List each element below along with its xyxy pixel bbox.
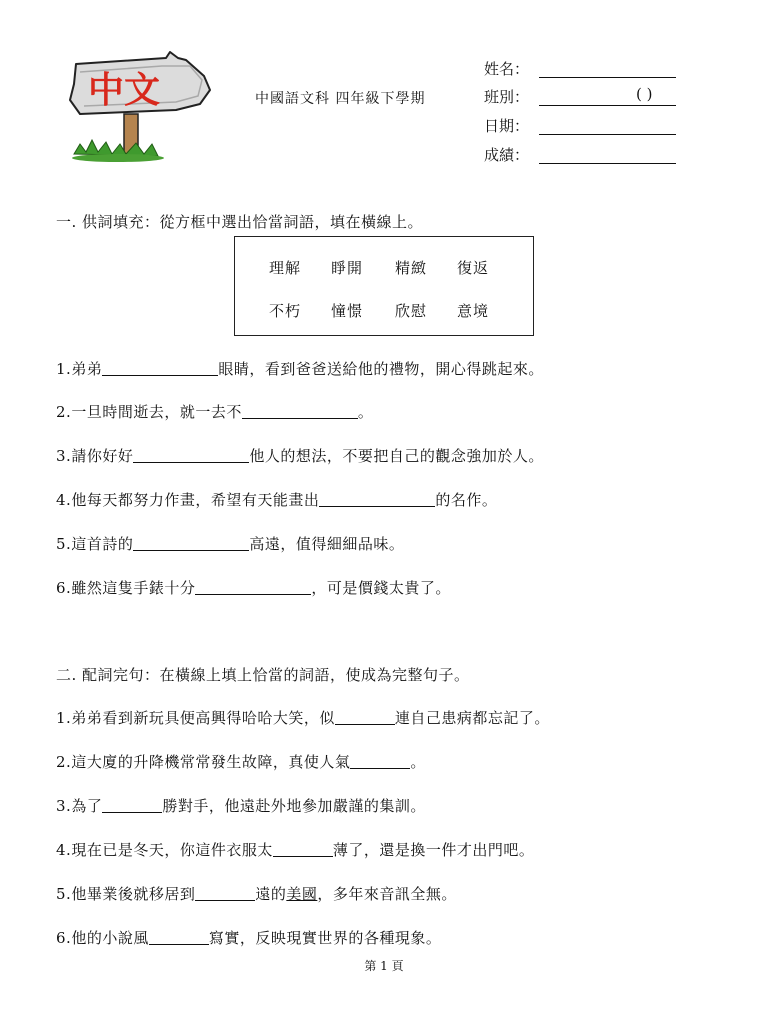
question-text: 他的小說風	[71, 929, 149, 947]
question-text: 一旦時間逝去，就一去不	[71, 403, 242, 421]
word-bank-item: 憧憬	[331, 302, 364, 320]
date-field[interactable]	[484, 115, 536, 137]
answer-blank[interactable]	[350, 754, 410, 769]
chinese-signpost-logo	[66, 44, 222, 166]
course-title: 中國語文科 四年級下學期	[255, 91, 426, 107]
question-text: 高遠，值得細細品味。	[249, 535, 405, 553]
question-text: 這首詩的	[71, 535, 134, 553]
s2-question-1	[56, 707, 550, 728]
date-blank-line[interactable]	[539, 134, 676, 135]
question-number: 4.	[56, 841, 72, 859]
question-number: 4.	[56, 491, 72, 509]
name-label: 姓名：	[484, 60, 530, 78]
answer-blank[interactable]	[133, 448, 249, 463]
class-field[interactable]	[484, 85, 653, 108]
class-label: 班別：	[484, 88, 530, 106]
question-text: 他每天都努力作畫，希望有天能畫出	[71, 491, 320, 509]
question-number: 2.	[56, 753, 72, 771]
question-text: 連自己患病都忘記了。	[394, 709, 550, 727]
question-text: 的名作。	[435, 491, 498, 509]
name-field[interactable]	[484, 58, 536, 80]
answer-blank[interactable]	[319, 492, 435, 507]
question-text: 。	[410, 753, 426, 771]
question-text: 遠的	[255, 885, 287, 903]
s2-question-4	[56, 839, 534, 860]
answer-blank[interactable]	[273, 842, 333, 857]
word-bank-item: 欣慰	[395, 302, 428, 320]
answer-blank[interactable]	[195, 580, 311, 595]
question-text: 眼睛，看到爸爸送給他的禮物，開心得跳起來。	[218, 360, 544, 378]
question-number: 3.	[56, 447, 72, 465]
answer-blank[interactable]	[133, 536, 249, 551]
section2-title: 二. 配詞完句：在橫線上填上恰當的詞語，使成為完整句子。	[56, 666, 470, 684]
score-blank-line[interactable]	[539, 163, 676, 164]
question-number: 2.	[56, 403, 72, 421]
class-number-parens: ( )	[636, 85, 653, 103]
signpost-icon	[66, 44, 222, 166]
page-number: 第 1 頁	[364, 959, 404, 973]
question-number: 6.	[56, 929, 72, 947]
svg-text:中文: 中文	[88, 70, 161, 111]
question-number: 6.	[56, 579, 72, 597]
s2-question-6	[56, 927, 441, 948]
question-text: 他人的想法，不要把自己的觀念強加於人。	[249, 447, 544, 465]
question-text: 寫實，反映現實世界的各種現象。	[208, 929, 442, 947]
s1-question-5	[56, 533, 404, 554]
question-text: 薄了，還是換一件才出門吧。	[332, 841, 535, 859]
question-text: 勝對手，他遠赴外地參加嚴謹的集訓。	[162, 797, 426, 815]
word-bank-item: 理解	[269, 259, 302, 277]
s1-question-1	[56, 358, 544, 379]
answer-blank[interactable]	[102, 361, 218, 376]
question-number: 3.	[56, 797, 72, 815]
question-text: 雖然這隻手錶十分	[71, 579, 196, 597]
question-number: 1.	[56, 360, 72, 378]
underlined-proper-noun: 美國	[286, 885, 318, 903]
question-text: 請你好好	[71, 447, 134, 465]
s2-question-3	[56, 795, 426, 816]
question-text: ，可是價錢太貴了。	[311, 579, 451, 597]
question-number: 5.	[56, 535, 72, 553]
section1-title: 一. 供詞填充：從方框中選出恰當詞語，填在橫線上。	[56, 213, 424, 231]
score-field[interactable]	[484, 144, 536, 166]
answer-blank[interactable]	[335, 710, 395, 725]
question-text: 為了	[71, 797, 103, 815]
answer-blank[interactable]	[242, 404, 358, 419]
question-text: 。	[357, 403, 374, 421]
question-text: 弟弟看到新玩具便高興得哈哈大笑，似	[71, 709, 335, 727]
answer-blank[interactable]	[102, 798, 162, 813]
date-label: 日期：	[484, 117, 530, 135]
word-bank-item: 意境	[457, 302, 490, 320]
question-number: 5.	[56, 885, 72, 903]
answer-blank[interactable]	[195, 886, 255, 901]
s1-question-6	[56, 577, 451, 598]
score-label: 成績：	[484, 146, 530, 164]
name-blank-line[interactable]	[539, 77, 676, 78]
question-text: ，多年來音訊全無。	[317, 885, 457, 903]
word-bank-item: 不朽	[269, 302, 302, 320]
s1-question-3	[56, 445, 544, 466]
question-text: 這大廈的升降機常常發生故障，真使人氣	[71, 753, 351, 771]
s2-question-2	[56, 751, 426, 772]
question-text: 弟弟	[71, 360, 103, 378]
question-text: 他畢業後就移居到	[71, 885, 196, 903]
s1-question-4	[56, 489, 497, 510]
word-bank-item: 精緻	[395, 259, 428, 277]
answer-blank[interactable]	[149, 930, 209, 945]
word-bank-item: 復返	[457, 259, 490, 277]
word-bank-box	[234, 236, 534, 336]
class-blank-line[interactable]	[539, 105, 676, 106]
s1-question-2	[56, 401, 373, 422]
s2-question-5	[56, 883, 457, 904]
word-bank-item: 睜開	[331, 259, 364, 277]
question-number: 1.	[56, 709, 72, 727]
question-text: 現在已是冬天，你這件衣服太	[71, 841, 273, 859]
